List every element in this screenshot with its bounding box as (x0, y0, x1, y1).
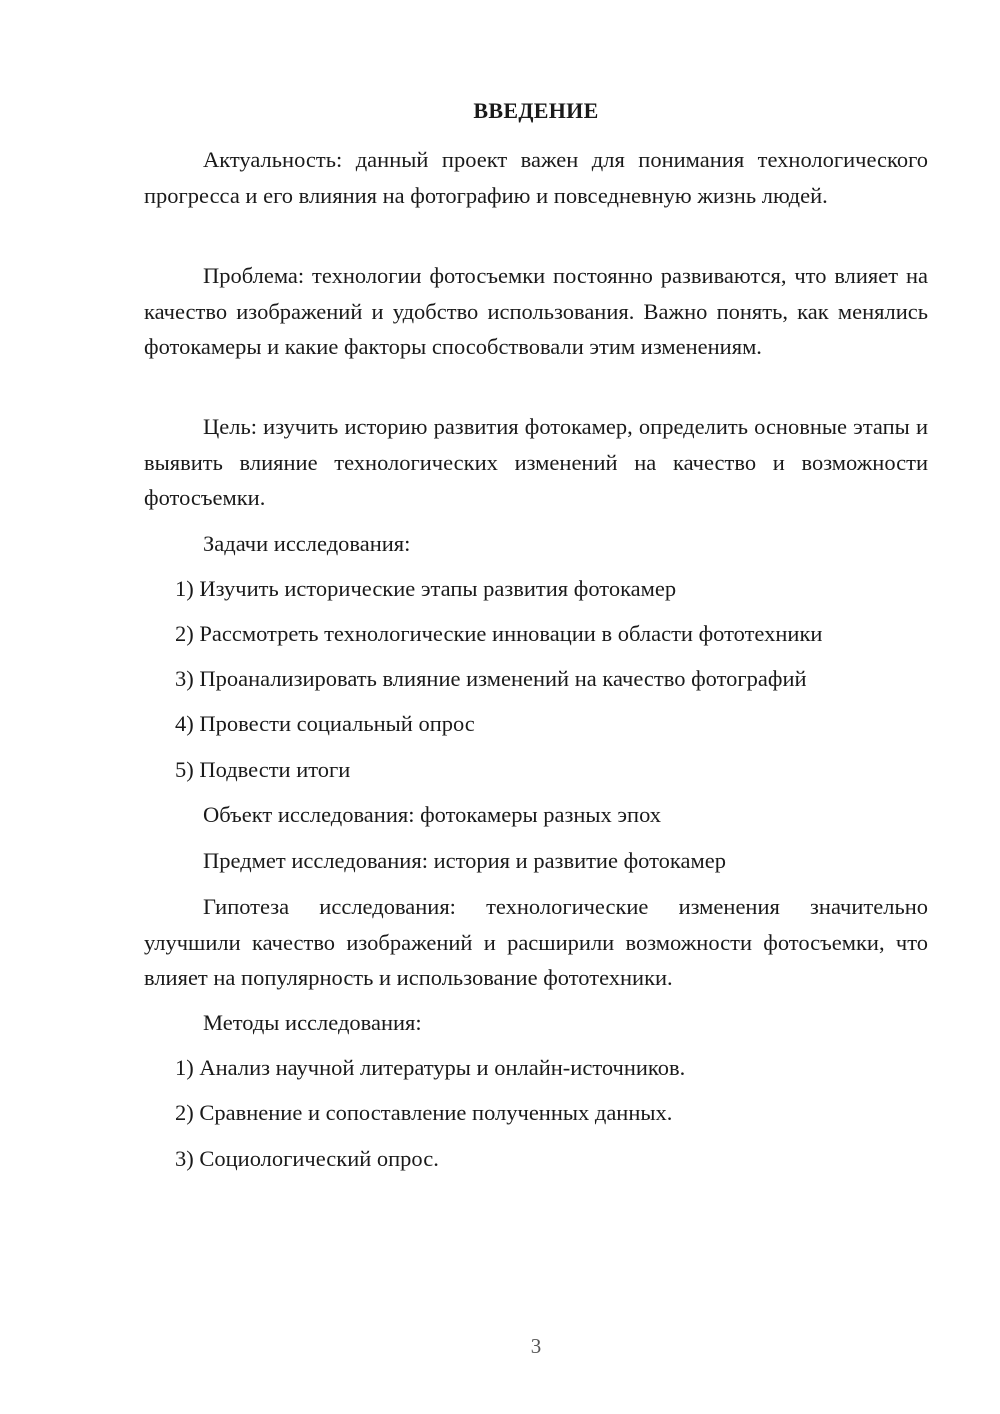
methods-heading: Методы исследования: (203, 1010, 422, 1035)
method-item: 2) Сравнение и сопоставление полученных данных. (175, 1100, 673, 1125)
task-item: 1) Изучить исторические этапы развития фотокамер (175, 576, 677, 601)
method-item: 3) Социологический опрос. (175, 1146, 439, 1171)
goal-paragraph: Цель: изучить историю развития фотокамер, определить основные этапы и выявить влияние технологических изменений на качество и возможности фотосъемки. (144, 414, 928, 510)
research-subject: Предмет исследования: история и развитие фотокамер (203, 848, 726, 873)
page-title: ВВЕДЕНИЕ (473, 98, 599, 123)
task-item: 2) Рассмотреть технологические инновации в области фототехники (175, 621, 823, 646)
research-object: Объект исследования: фотокамеры разных эпох (203, 802, 662, 827)
task-item: 5) Подвести итоги (175, 757, 351, 782)
relevance-paragraph: Актуальность: данный проект важен для понимания технологического прогресса и его влияния на фотографию и повседневную жизнь людей. (144, 147, 928, 208)
page-number: 3 (530, 1334, 542, 1358)
task-item: 3) Проанализировать влияние изменений на качество фотографий (175, 666, 807, 691)
problem-paragraph: Проблема: технологии фотосъемки постоянно развиваются, что влияет на качество изображений и удобство использования. Важно понять, как менялись фотокамеры и какие факторы способствовали этим изменениям. (144, 263, 928, 359)
hypothesis-paragraph: Гипотеза исследования: технологические изменения значительно улучшили качество изображений и расширили возможности фотосъемки, что влияет на популярность и использование фототехники. (144, 894, 928, 990)
method-item: 1) Анализ научной литературы и онлайн-источников. (175, 1055, 686, 1080)
tasks-heading: Задачи исследования: (203, 531, 411, 556)
task-item: 4) Провести социальный опрос (175, 711, 475, 736)
